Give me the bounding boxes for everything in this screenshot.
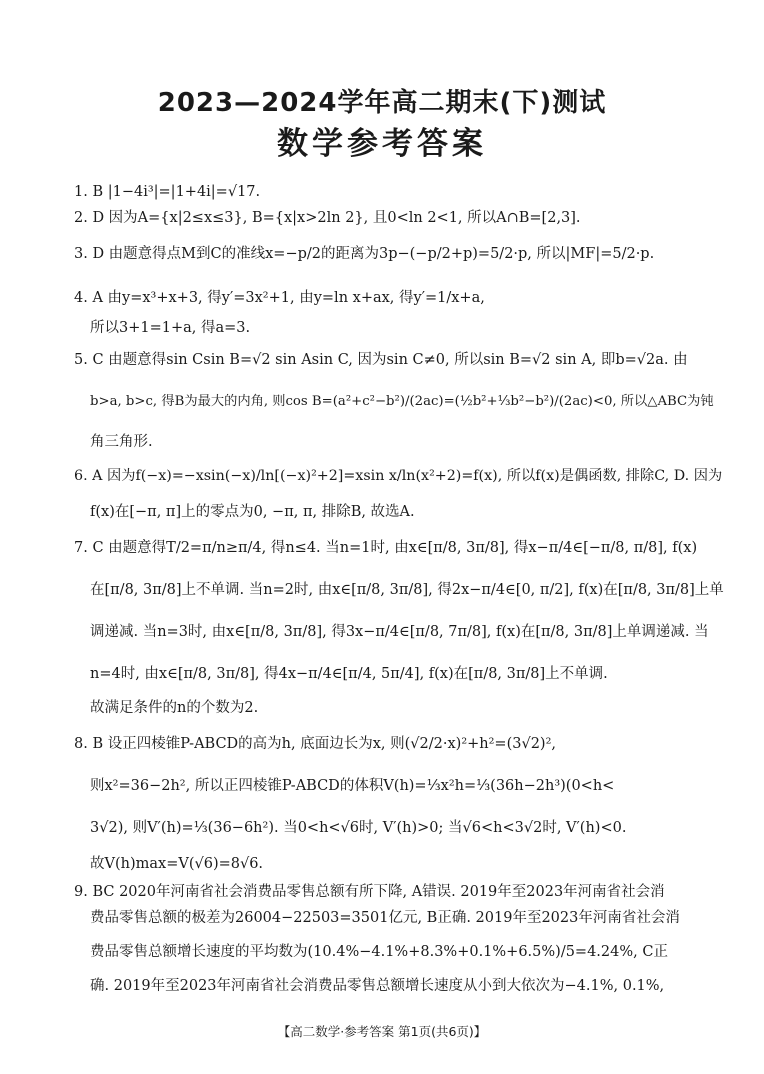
answer-line: 7. C 由题意得T/2=π/n≥π/4, 得n≤4. 当n=1时, 由x∈[π/8, 3π/8], 得x−π/4∈[−π/8, π/8], f(x) [74, 540, 698, 556]
answer-line: 3√2), 则V′(h)=⅓(36−6h²). 当0<h<√6时, V′(h)>0; 当√6<h<3√2时, V′(h)<0. [90, 820, 627, 836]
answer-line: 8. B 设正四棱锥P-ABCD的高为h, 底面边长为x, 则(√2/2·x)²+h²=(3√2)², [74, 736, 557, 752]
answer-line: 故V(h)max=V(√6)=8√6. [90, 856, 264, 872]
answer-line: f(x)在[−π, π]上的零点为0, −π, π, 排除B, 故选A. [90, 504, 415, 520]
answer-line: 4. A 由y=x³+x+3, 得y′=3x²+1, 由y=ln x+ax, 得y′=1/x+a, [74, 290, 485, 306]
answer-line: 5. C 由题意得sin Csin B=√2 sin Asin C, 因为sin C≠0, 所以sin B=√2 sin A, 即b=√2a. 由 [74, 352, 688, 368]
answer-line: 1. B |1−4i³|=|1+4i|=√17. [74, 184, 261, 200]
answer-line: 费品零售总额的极差为26004−22503=3501亿元, B正确. 2019年至2023年河南省社会消 [90, 910, 680, 926]
answer-line: n=4时, 由x∈[π/8, 3π/8], 得4x−π/4∈[π/4, 5π/4], f(x)在[π/8, 3π/8]上不单调. [90, 666, 608, 682]
answer-line: 则x²=36−2h², 所以正四棱锥P-ABCD的体积V(h)=⅓x²h=⅓(36h−2h³)(0<h< [90, 778, 615, 794]
page-subtitle: 数学参考答案 [277, 126, 487, 162]
answer-line: 调递减. 当n=3时, 由x∈[π/8, 3π/8], 得3x−π/4∈[π/8, 7π/8], f(x)在[π/8, 3π/8]上单调递减. 当 [90, 624, 709, 640]
page-footer: 【高二数学·参考答案 第1页(共6页)】 [277, 1024, 487, 1039]
answer-line: 2. D 因为A={x|2≤x≤3}, B={x|x>2ln 2}, 且0<ln 2<1, 所以A∩B=[2,3]. [74, 210, 581, 226]
answer-line: 3. D 由题意得点M到C的准线x=−p/2的距离为3p−(−p/2+p)=5/2·p, 所以|MF|=5/2·p. [74, 246, 655, 262]
answer-line: 9. BC 2020年河南省社会消费品零售总额有所下降, A错误. 2019年至2023年河南省社会消 [74, 884, 665, 900]
answer-line: 所以3+1=1+a, 得a=3. [90, 320, 251, 336]
answer-line: 确. 2019年至2023年河南省社会消费品零售总额增长速度从小到大依次为−4.1%, 0.1%, [90, 978, 665, 994]
answer-line: 角三角形. [90, 434, 153, 450]
answer-line: 6. A 因为f(−x)=−xsin(−x)/ln[(−x)²+2]=xsin x/ln(x²+2)=f(x), 所以f(x)是偶函数, 排除C, D. 因为 [74, 468, 723, 484]
answer-line: 费品零售总额增长速度的平均数为(10.4%−4.1%+8.3%+0.1%+6.5%)/5=4.24%, C正 [90, 944, 668, 960]
answer-line: 在[π/8, 3π/8]上不单调. 当n=2时, 由x∈[π/8, 3π/8], 得2x−π/4∈[0, π/2], f(x)在[π/8, 3π/8]上单 [90, 582, 724, 598]
page-title: 2023—2024学年高二期末(下)测试 [157, 88, 607, 118]
answer-line: b>a, b>c, 得B为最大的内角, 则cos B=(a²+c²−b²)/(2ac)=(½b²+⅓b²−b²)/(2ac)<0, 所以△ABC为钝 [90, 394, 714, 409]
answer-line: 故满足条件的n的个数为2. [90, 700, 259, 716]
